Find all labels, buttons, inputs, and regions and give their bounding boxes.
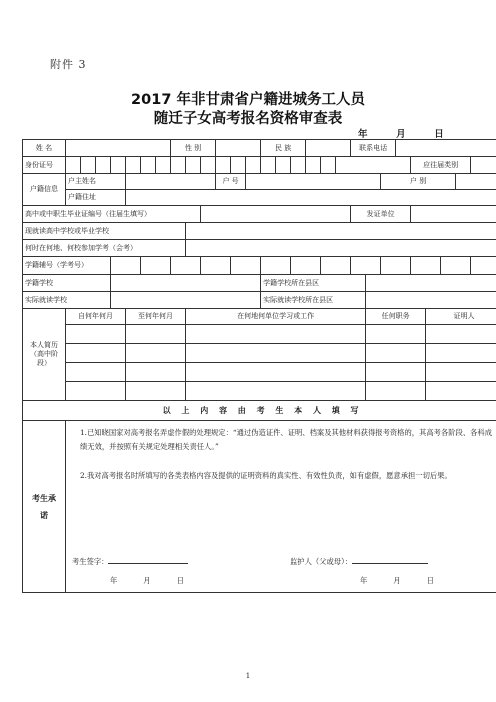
student-date-year: 年 [110, 576, 118, 585]
id-digit-box[interactable] [186, 157, 201, 174]
exam-history-label: 何时在何地、何校参加学考（会考） [23, 240, 186, 257]
id-digit-box[interactable] [141, 157, 156, 174]
hukou-info-label: 户籍信息 [23, 174, 66, 206]
academic-aid-label: 学籍辅号（学考号） [23, 257, 111, 275]
attachment-label: 附件 3 [50, 58, 87, 71]
id-digit-box[interactable] [321, 157, 336, 174]
id-digit-box[interactable] [171, 157, 186, 174]
phone-label: 联系电话 [351, 140, 396, 157]
resume-cell[interactable] [186, 325, 366, 344]
resume-cell[interactable] [366, 382, 426, 401]
student-date [110, 576, 184, 585]
form-title-line2: 随迁子女高考报名资格审查表 [153, 111, 343, 127]
registered-school-field[interactable] [111, 275, 261, 292]
current-school-label: 现就读高中学校或毕业学校 [23, 223, 186, 240]
id-number-label: 身份证号 [23, 157, 66, 174]
resume-cell[interactable] [126, 344, 186, 363]
resume-row [23, 325, 496, 344]
candidate-category-label: 应往届类别 [411, 157, 471, 174]
aid-digit-box[interactable] [141, 257, 171, 275]
id-extra-field[interactable] [336, 157, 411, 174]
student-date-month: 月 [143, 576, 151, 585]
registered-school-county-field[interactable] [366, 275, 496, 292]
name-field[interactable] [66, 140, 171, 157]
date-day: 日 [434, 129, 444, 140]
promise-item-2: 2.我对高考报名时所填写的各类表格内容及提供的证明资料的真实性、有效性负责，如有虚假，愿意承担一切后果。 [80, 471, 452, 480]
resume-cell[interactable] [366, 344, 426, 363]
resume-col-position: 任何职务 [366, 309, 426, 325]
promise-label: 考生承诺 [23, 421, 66, 593]
hukou-address-field[interactable] [126, 190, 496, 206]
phone-field[interactable] [396, 140, 496, 157]
date-month: 月 [396, 129, 406, 140]
resume-cell[interactable] [426, 363, 496, 382]
resume-cell[interactable] [66, 363, 126, 382]
resume-cell[interactable] [186, 363, 366, 382]
issuer-field[interactable] [411, 206, 496, 223]
actual-school-county-field[interactable] [366, 292, 496, 309]
guardian-sign-line[interactable] [352, 556, 428, 564]
aid-digit-box[interactable] [411, 257, 441, 275]
date-year: 年 [358, 129, 368, 140]
resume-cell[interactable] [366, 363, 426, 382]
exam-history-field[interactable] [186, 240, 496, 257]
id-digit-box[interactable] [81, 157, 96, 174]
resume-cell[interactable] [126, 325, 186, 344]
resume-cell[interactable] [126, 382, 186, 401]
guardian-date-month: 月 [393, 576, 401, 585]
resume-cell[interactable] [186, 382, 366, 401]
resume-col-to: 至何年何月 [126, 309, 186, 325]
registered-school-county-label: 学籍学校所在县区 [261, 275, 366, 292]
resume-row [23, 344, 496, 363]
ethnicity-field[interactable] [306, 140, 351, 157]
review-form-table [22, 139, 496, 593]
aid-digit-box[interactable] [381, 257, 411, 275]
registered-school-label: 学籍学校 [23, 275, 111, 292]
id-digit-box[interactable] [306, 157, 321, 174]
aid-digit-box[interactable] [261, 257, 291, 275]
id-digit-box[interactable] [156, 157, 171, 174]
resume-cell[interactable] [66, 325, 126, 344]
resume-col-where: 在何地何单位学习或工作 [186, 309, 366, 325]
id-digit-box[interactable] [96, 157, 111, 174]
household-no-label: 户 号 [216, 174, 246, 190]
resume-cell[interactable] [186, 344, 366, 363]
aid-digit-box[interactable] [321, 257, 351, 275]
diploma-no-label: 高中或中职生毕业证编号（往届生填写） [23, 206, 201, 223]
guardian-date-year: 年 [360, 576, 368, 585]
household-no-field[interactable] [246, 174, 381, 190]
diploma-no-field[interactable] [201, 206, 351, 223]
student-date-day: 日 [176, 576, 184, 585]
guardian-sign-label: 监护人（父或母）： [290, 557, 353, 566]
id-digit-box[interactable] [261, 157, 276, 174]
id-digit-box[interactable] [216, 157, 231, 174]
hukou-type-label: 户 别 [381, 174, 456, 190]
section-title: 以 上 内 容 由 考 生 本 人 填 写 [23, 401, 496, 421]
id-digit-box[interactable] [276, 157, 291, 174]
aid-digit-box[interactable] [231, 257, 261, 275]
resume-row [23, 382, 496, 401]
resume-cell[interactable] [126, 363, 186, 382]
name-label: 姓 名 [23, 140, 66, 157]
aid-digit-box[interactable] [471, 257, 496, 275]
guardian-date [360, 576, 434, 585]
date-line [358, 126, 444, 140]
aid-digit-box[interactable] [171, 257, 201, 275]
page-number: 1 [245, 672, 251, 680]
promise-item-1: 1.已知晓国家对高考报名弄虚作假的处理规定：“通过伪造证件、证明、档案及其他材料获得报考资格的，其高考各阶段、各科成绩无效，并按照有关规定处理相关责任人。” [80, 428, 493, 451]
guardian-date-day: 日 [426, 576, 434, 585]
household-head-label: 户主姓名 [66, 174, 126, 190]
gender-label: 性 别 [171, 140, 216, 157]
actual-school-label: 实际就读学校 [23, 292, 111, 309]
candidate-category-field[interactable] [471, 157, 496, 174]
issuer-label: 发证单位 [351, 206, 411, 223]
current-school-field[interactable] [186, 223, 496, 240]
hukou-address-label: 户籍住址 [66, 190, 126, 206]
promise-cell [66, 421, 496, 593]
resume-col-from: 自何年何月 [66, 309, 126, 325]
id-digit-box[interactable] [231, 157, 246, 174]
gender-field[interactable] [216, 140, 261, 157]
student-signature [72, 556, 188, 566]
id-digit-box[interactable] [246, 157, 261, 174]
actual-school-field[interactable] [111, 292, 261, 309]
resume-cell[interactable] [66, 344, 126, 363]
student-sign-label: 考生签字： [72, 557, 109, 566]
hukou-type-field[interactable] [456, 174, 496, 190]
aid-digit-box[interactable] [201, 257, 231, 275]
ethnicity-label: 民 族 [261, 140, 306, 157]
id-digit-box[interactable] [201, 157, 216, 174]
id-digit-box[interactable] [291, 157, 306, 174]
id-digit-box[interactable] [66, 157, 81, 174]
resume-row [23, 363, 496, 382]
resume-col-witness: 证明人 [426, 309, 496, 325]
resume-cell[interactable] [426, 325, 496, 344]
household-head-field[interactable] [126, 174, 216, 190]
aid-digit-box[interactable] [111, 257, 141, 275]
resume-label: 本人简历（高中阶段） [23, 309, 66, 401]
id-digit-box[interactable] [126, 157, 141, 174]
guardian-signature [290, 556, 428, 566]
resume-cell[interactable] [66, 382, 126, 401]
aid-digit-box[interactable] [291, 257, 321, 275]
resume-cell[interactable] [426, 382, 496, 401]
aid-digit-box[interactable] [441, 257, 471, 275]
actual-school-county-label: 实际就读学校所在县区 [261, 292, 366, 309]
form-title-line1: 2017 年非甘肃省户籍进城务工人员 [131, 92, 365, 108]
resume-cell[interactable] [366, 325, 426, 344]
student-sign-line[interactable] [108, 556, 188, 564]
aid-digit-box[interactable] [351, 257, 381, 275]
id-digit-box[interactable] [111, 157, 126, 174]
resume-cell[interactable] [426, 344, 496, 363]
